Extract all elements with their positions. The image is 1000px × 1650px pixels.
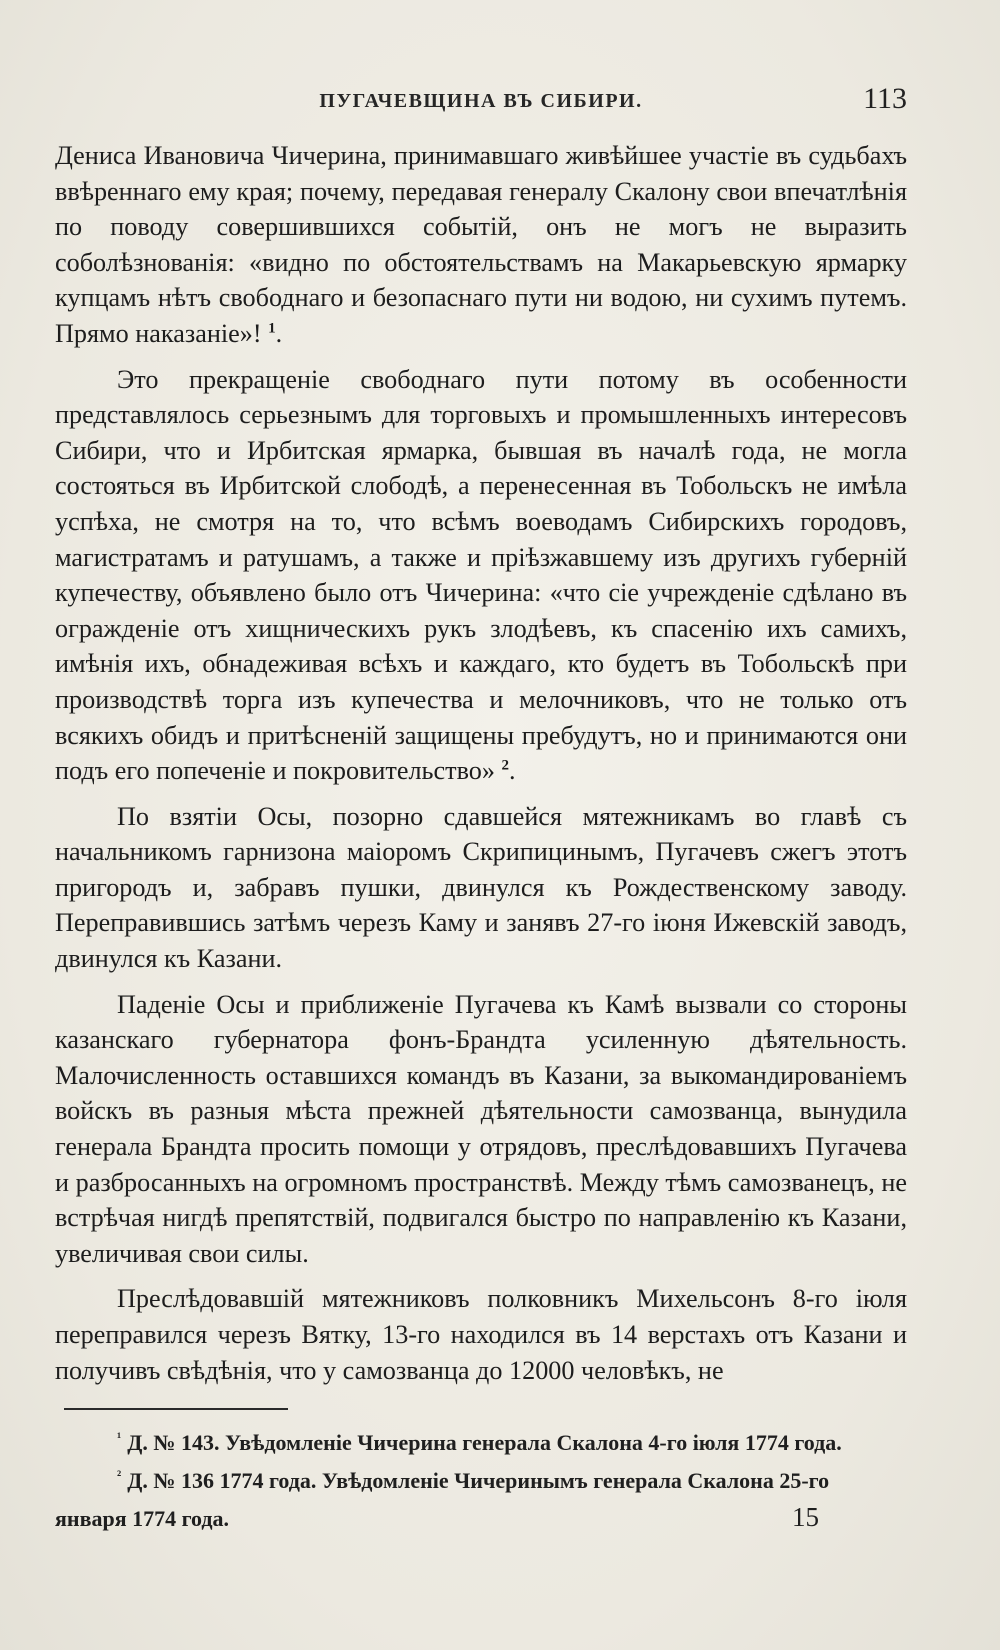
footnote-reference: 2 [501,757,509,774]
paragraph [55,987,907,1272]
footnotes [55,1424,907,1538]
footnote-text: Д. № 136 1774 года. Увѣдомленіе Чичеринымъ генерала Скалона 25-го [127,1468,830,1493]
paragraph-text: Дениса Ивановича Чичерина, принимавшаго живѣйшее участіе въ судьбахъ ввѣреннаго ему края; почему, передавая генералу Скалону свои впечатлѣнія по поводу совершившихся событій, онъ не могъ не выразить соболѣзнованія: «видно по обстоятельствамъ на Макарьевскую ярмарку купцамъ нѣтъ свободнаго и безопаснаго пути ни водою, ни сухимъ путемъ. Прямо наказаніе»! [55,141,907,348]
footnote [55,1424,907,1462]
paragraph-text: По взятіи Осы, позорно сдавшейся мятежникамъ во главѣ съ начальникомъ гарнизона маіоромъ Скрипицинымъ, Пугачевъ сжегъ этотъ пригородъ и, забравъ пушки, двинулся къ Рождественскому заводу. Переправившись затѣмъ черезъ Каму и занявъ 27-го іюня Ижевскій заводъ, двинулся къ Казани. [55,801,907,974]
page-number: 113 [863,82,907,115]
running-head: ПУГАЧЕВЩИНА ВЪ СИБИРИ. [319,90,643,112]
main-text [55,138,907,1388]
paragraph-text: Это прекращеніе свободнаго пути потому въ особенности представлялось серьезнымъ для торговыхъ и промышленныхъ интересовъ Сибири, что и Ирбитская ярмарка, бывшая въ началѣ года, не могла состояться въ Ирбитской слободѣ, а перенесенная въ Тобольскъ не имѣла успѣха, не смотря на то, что всѣмъ воеводамъ Сибирскихъ городовъ, магистратамъ и ратушамъ, а также и пріѣзжавшему изъ другихъ губерній купечеству, объявлено было отъ Чичерина: «что сіе учрежденіе сдѣлано въ огражденіе отъ хищническихъ рукъ злодѣевъ, къ спасенію ихъ самихъ, имѣнія ихъ, обнадеживая всѣхъ и каждаго, кто будетъ въ Тобольскѣ при производствѣ торга изъ купечества и мелочниковъ, что не только отъ всякихъ обидъ и притѣсненій защищены пребудутъ, но и принимаются они подъ его попеченіе и покровительство» [55,364,907,786]
footnote-reference: 1 [268,320,276,337]
signature-mark: 15 [792,1502,819,1532]
paragraph: Это прекращеніе свободнаго пути потому въ особенности представлялось серьезнымъ для торговыхъ и промышленныхъ интересовъ Сибири, что и Ирбитская ярмарка, бывшая въ началѣ года, не могла состояться въ Ирбитской слободѣ, а перенесенная въ Тобольскъ не имѣла успѣха, не смотря на то, что всѣмъ воеводамъ Сибирскихъ городовъ, магистратамъ и ратушамъ, а также и пріѣзжавшему изъ другихъ губерній купечеству, объявлено было отъ Чичерина: «что сіе учрежденіе сдѣлано въ огражденіе отъ хищническихъ рукъ злодѣевъ, къ спасенію ихъ самихъ, имѣнія ихъ, обнадеживая всѣхъ и каждаго, кто будетъ въ Тобольскѣ при производствѣ торга изъ купечества и мелочниковъ, что не только отъ всякихъ обидъ и притѣсненій защищены пребудутъ, но и принимаются они подъ его попеченіе и покровительство» $^2$. [55,364,907,786]
paragraph [55,1281,907,1388]
footnote-text: Д. № 143. Увѣдомленіе Чичерина генерала Скалона 4-го іюля 1774 года. [127,1430,842,1455]
footnote-continuation: января 1774 года. [55,1506,230,1531]
footnote-mark: ¹ [117,1430,122,1446]
footnote-separator [64,1408,288,1410]
footnote-mark: ² [117,1468,122,1484]
paragraph [55,799,907,977]
paragraph-text: Преслѣдовавшій мятежниковъ полковникъ Михельсонъ 8-го іюля переправился черезъ Вятку, 13-го находился въ 14 верстахъ отъ Казани и получивъ свѣдѣнія, что у самозванца до 12000 человѣкъ, не [55,1284,907,1385]
paragraph: Дениса Ивановича Чичерина, принимавшаго живѣйшее участіе въ судьбахъ ввѣреннаго ему края; почему, передавая генералу Скалону свои впечатлѣнія по поводу совершившихся событій, онъ не могъ не выразить соболѣзнованія: «видно по обстоятельствамъ на Макарьевскую ярмарку купцамъ нѣтъ свободнаго и безопаснаго пути ни водою, ни сухимъ путемъ. Прямо наказаніе»! $^1$. [55,141,907,348]
footnote-last-line [55,1500,907,1538]
page-header [55,82,907,122]
paragraph-text: Паденіе Осы и приближеніе Пугачева къ Камѣ вызвали со стороны казанскаго губернатора фонъ-Брандта усиленную дѣятельность. Малочисленность оставшихся командъ въ Казани, за выкомандированіемъ войскъ въ разныя мѣста прежней дѣятельности самозванца, вынудила генерала Брандта просить помощи у отрядовъ, преслѣдовавшихъ Пугачева и разбросанныхъ на огромномъ пространствѣ. Между тѣмъ самозванецъ, не встрѣчая нигдѣ препятствій, подвигался быстро по направленію къ Казани, увеличивая свои силы. [55,989,907,1268]
footnote [55,1462,907,1500]
